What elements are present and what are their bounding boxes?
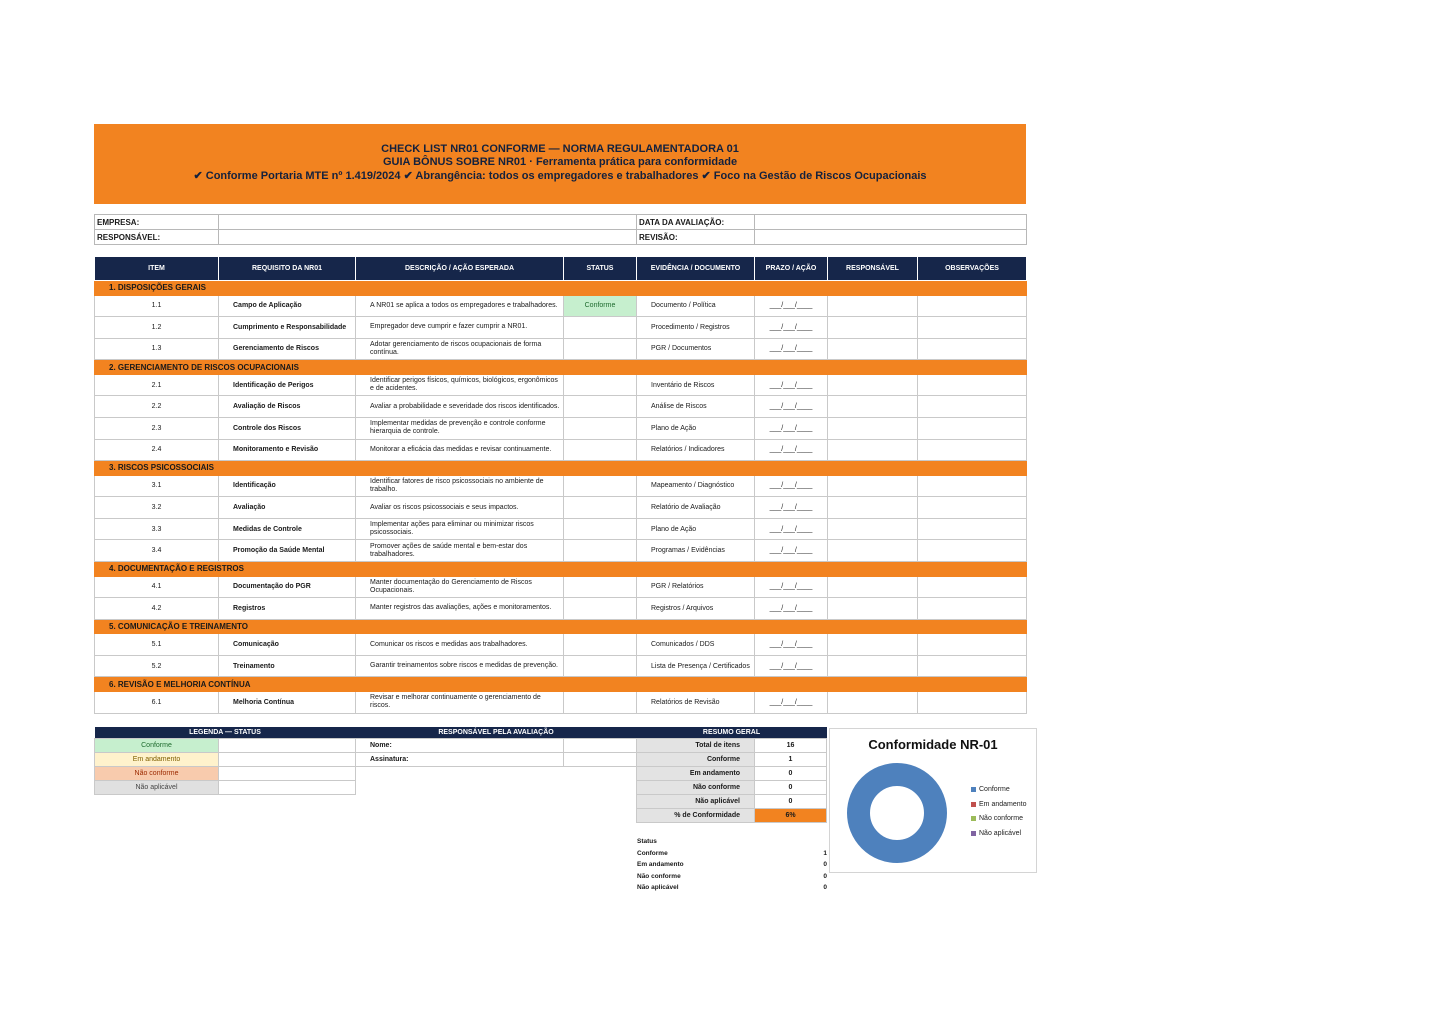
section-title: 2. GERENCIAMENTO DE RISCOS OCUPACIONAIS [95, 360, 1027, 375]
responsavel-cell[interactable] [828, 497, 918, 519]
legend-cell [219, 780, 356, 794]
section-title: 4. DOCUMENTAÇÃO E REGISTROS [95, 562, 1027, 577]
item-cell: 2.2 [95, 396, 219, 418]
descricao-cell: Implementar ações para eliminar ou minimizar riscos psicossociais. [356, 518, 564, 540]
status-cell[interactable] [564, 475, 637, 497]
observacoes-cell[interactable] [918, 317, 1027, 339]
chart-legend-label: Em andamento [979, 800, 1027, 808]
requisito-cell: Documentação do PGR [219, 576, 356, 598]
prazo-cell[interactable]: ___/___/____ [755, 396, 828, 418]
status-cell[interactable] [564, 396, 637, 418]
evidencia-cell: Relatório de Avaliação [637, 497, 755, 519]
title-line-1: CHECK LIST NR01 CONFORME — NORMA REGULAMENTADORA 01 [381, 143, 739, 155]
table-row [95, 295, 1027, 317]
legend-title: LEGENDA — STATUS [95, 727, 356, 738]
item-cell: 1.1 [95, 295, 219, 317]
observacoes-cell[interactable] [918, 691, 1027, 713]
status-cell[interactable]: Conforme [564, 295, 637, 317]
requisito-cell: Identificação [219, 475, 356, 497]
revisao-label: REVISÃO: [637, 230, 755, 245]
prazo-cell[interactable]: ___/___/____ [755, 439, 828, 461]
status-cell[interactable] [564, 317, 637, 339]
evidencia-cell: PGR / Documentos [637, 338, 755, 360]
section-row [95, 677, 1027, 692]
status-cell[interactable] [564, 655, 637, 677]
table-row [95, 417, 1027, 439]
item-cell: 1.2 [95, 317, 219, 339]
responsavel-cell[interactable] [828, 417, 918, 439]
item-cell: 4.2 [95, 598, 219, 620]
observacoes-cell[interactable] [918, 439, 1027, 461]
descricao-cell: Identificar fatores de risco psicossociais no ambiente de trabalho. [356, 475, 564, 497]
status-cell[interactable] [564, 417, 637, 439]
descricao-cell: Promover ações de saúde mental e bem-estar dos trabalhadores. [356, 540, 564, 562]
table-row [95, 655, 1027, 677]
responsavel-title: RESPONSÁVEL PELA AVALIAÇÃO [356, 727, 637, 738]
table-row [95, 497, 1027, 519]
observacoes-cell[interactable] [918, 374, 1027, 396]
responsavel-cell[interactable] [828, 396, 918, 418]
status-data-label: Em andamento [637, 861, 684, 869]
table-row [95, 396, 1027, 418]
donut-slice [859, 775, 936, 852]
prazo-cell[interactable]: ___/___/____ [755, 655, 828, 677]
section-row [95, 281, 1027, 296]
requisito-cell: Treinamento [219, 655, 356, 677]
descricao-cell: Garantir treinamentos sobre riscos e medidas de prevenção. [356, 655, 564, 677]
observacoes-cell[interactable] [918, 540, 1027, 562]
item-cell: 5.2 [95, 655, 219, 677]
responsavel-cell[interactable] [828, 374, 918, 396]
descricao-cell: Identificar perigos físicos, químicos, biológicos, ergonômicos e de acidentes. [356, 374, 564, 396]
requisito-cell: Avaliação de Riscos [219, 396, 356, 418]
requisito-cell: Melhoria Contínua [219, 691, 356, 713]
observacoes-cell[interactable] [918, 598, 1027, 620]
resumo-value: 1 [755, 752, 827, 766]
data-avaliacao-label: DATA DA AVALIAÇÃO: [637, 215, 755, 230]
requisito-cell: Comunicação [219, 634, 356, 656]
table-row [95, 475, 1027, 497]
legend-cell [219, 752, 356, 766]
legend-table [94, 727, 356, 795]
requisito-cell: Controle dos Riscos [219, 417, 356, 439]
chart-legend-item [971, 815, 1023, 822]
legend-nao-conforme: Não conforme [95, 766, 219, 780]
checklist-header-row [95, 257, 1027, 281]
legend-nao-aplicavel: Não aplicável [95, 780, 219, 794]
status-cell[interactable] [564, 576, 637, 598]
prazo-cell[interactable]: ___/___/____ [755, 295, 828, 317]
chart-title: Conformidade NR-01 [868, 737, 998, 752]
section-title: 6. REVISÃO E MELHORIA CONTÍNUA [95, 677, 1027, 692]
evidencia-cell: Relatórios de Revisão [637, 691, 755, 713]
table-row [95, 518, 1027, 540]
checklist-table [94, 256, 1027, 714]
responsavel-cell[interactable] [828, 576, 918, 598]
status-cell[interactable] [564, 540, 637, 562]
responsavel-cell[interactable] [828, 540, 918, 562]
info-table [94, 214, 1027, 245]
responsavel-cell[interactable] [828, 439, 918, 461]
observacoes-cell[interactable] [918, 518, 1027, 540]
item-cell: 1.3 [95, 338, 219, 360]
assinatura-label: Assinatura: [356, 752, 564, 766]
evidencia-cell: Plano de Ação [637, 417, 755, 439]
status-cell[interactable] [564, 338, 637, 360]
responsavel-cell[interactable] [828, 598, 918, 620]
descricao-cell: A NR01 se aplica a todos os empregadores e trabalhadores. [356, 295, 564, 317]
table-row [95, 439, 1027, 461]
resumo-value: 16 [755, 738, 827, 752]
requisito-cell: Monitoramento e Revisão [219, 439, 356, 461]
column-header: OBSERVAÇÕES [918, 257, 1027, 281]
assinatura-field[interactable] [564, 752, 637, 766]
responsavel-label: RESPONSÁVEL: [95, 230, 219, 245]
table-row [95, 540, 1027, 562]
observacoes-cell[interactable] [918, 338, 1027, 360]
descricao-cell: Manter documentação do Gerenciamento de Riscos Ocupacionais. [356, 576, 564, 598]
column-header: ITEM [95, 257, 219, 281]
table-row [95, 374, 1027, 396]
evidencia-cell: Análise de Riscos [637, 396, 755, 418]
conformidade-percent: 6% [755, 808, 827, 822]
status-cell[interactable] [564, 634, 637, 656]
status-data-label: Não aplicável [637, 884, 679, 892]
legend-swatch [971, 816, 976, 821]
section-title: 5. COMUNICAÇÃO E TREINAMENTO [95, 619, 1027, 634]
evidencia-cell: Procedimento / Registros [637, 317, 755, 339]
requisito-cell: Campo de Aplicação [219, 295, 356, 317]
prazo-cell[interactable]: ___/___/____ [755, 691, 828, 713]
status-data-value: 0 [823, 884, 827, 892]
legend-swatch [971, 787, 976, 792]
resumo-label: % de Conformidade [637, 808, 755, 822]
section-row [95, 461, 1027, 476]
item-cell: 3.1 [95, 475, 219, 497]
resumo-value: 0 [755, 766, 827, 780]
resumo-table [636, 727, 827, 823]
chart-legend-item [971, 830, 1021, 837]
legend-swatch [971, 831, 976, 836]
descricao-cell: Monitorar a eficácia das medidas e revisar continuamente. [356, 439, 564, 461]
responsavel-cell[interactable] [828, 691, 918, 713]
status-data-label: Conforme [637, 849, 668, 857]
column-header: STATUS [564, 257, 637, 281]
prazo-cell[interactable]: ___/___/____ [755, 576, 828, 598]
descricao-cell: Empregador deve cumprir e fazer cumprir a NR01. [356, 317, 564, 339]
legend-swatch [971, 802, 976, 807]
prazo-cell[interactable]: ___/___/____ [755, 497, 828, 519]
status-data-table [637, 836, 827, 894]
column-header: EVIDÊNCIA / DOCUMENTO [637, 257, 755, 281]
responsavel-cell[interactable] [828, 317, 918, 339]
chart-legend-label: Conforme [979, 786, 1010, 793]
responsavel-cell[interactable] [828, 295, 918, 317]
item-cell: 5.1 [95, 634, 219, 656]
resumo-label: Conforme [637, 752, 755, 766]
evidencia-cell: Documento / Política [637, 295, 755, 317]
status-data-label: Não conforme [637, 872, 681, 880]
observacoes-cell[interactable] [918, 634, 1027, 656]
evidencia-cell: PGR / Relatórios [637, 576, 755, 598]
descricao-cell: Manter registros das avaliações, ações e monitoramentos. [356, 598, 564, 620]
legend-cell [219, 738, 356, 752]
descricao-cell: Comunicar os riscos e medidas aos trabalhadores. [356, 634, 564, 656]
status-cell[interactable] [564, 691, 637, 713]
status-cell[interactable] [564, 439, 637, 461]
requisito-cell: Promoção da Saúde Mental [219, 540, 356, 562]
status-data-header: Status [637, 838, 657, 845]
observacoes-cell[interactable] [918, 475, 1027, 497]
status-data-value: 0 [823, 872, 827, 880]
responsavel-cell[interactable] [828, 518, 918, 540]
data-avaliacao-field[interactable] [755, 215, 1027, 230]
responsavel-cell[interactable] [828, 475, 918, 497]
item-cell: 3.4 [95, 540, 219, 562]
legend-conforme: Conforme [95, 738, 219, 752]
section-row [95, 619, 1027, 634]
observacoes-cell[interactable] [918, 655, 1027, 677]
item-cell: 3.3 [95, 518, 219, 540]
column-header: DESCRIÇÃO / AÇÃO ESPERADA [356, 257, 564, 281]
item-cell: 2.4 [95, 439, 219, 461]
evidencia-cell: Comunicados / DDS [637, 634, 755, 656]
descricao-cell: Revisar e melhorar continuamente o gerenciamento de riscos. [356, 691, 564, 713]
responsavel-field[interactable] [219, 230, 637, 245]
status-data-value: 0 [823, 861, 827, 869]
item-cell: 2.3 [95, 417, 219, 439]
section-row [95, 360, 1027, 375]
requisito-cell: Registros [219, 598, 356, 620]
resumo-value: 0 [755, 794, 827, 808]
requisito-cell: Medidas de Controle [219, 518, 356, 540]
prazo-cell[interactable]: ___/___/____ [755, 338, 828, 360]
column-header: REQUISITO DA NR01 [219, 257, 356, 281]
observacoes-cell[interactable] [918, 576, 1027, 598]
table-row [95, 691, 1027, 713]
resumo-label: Em andamento [637, 766, 755, 780]
requisito-cell: Avaliação [219, 497, 356, 519]
responsavel-table [355, 727, 637, 767]
chart-legend-label: Não conforme [979, 815, 1023, 823]
legend-em-andamento: Em andamento [95, 752, 219, 766]
column-header: RESPONSÁVEL [828, 257, 918, 281]
title-banner [94, 124, 1026, 204]
observacoes-cell[interactable] [918, 417, 1027, 439]
prazo-cell[interactable]: ___/___/____ [755, 518, 828, 540]
observacoes-cell[interactable] [918, 295, 1027, 317]
prazo-cell[interactable]: ___/___/____ [755, 475, 828, 497]
evidencia-cell: Mapeamento / Diagnóstico [637, 475, 755, 497]
resumo-title: RESUMO GERAL [637, 727, 827, 738]
evidencia-cell: Inventário de Riscos [637, 374, 755, 396]
descricao-cell: Adotar gerenciamento de riscos ocupacionais de forma contínua. [356, 338, 564, 360]
item-cell: 3.2 [95, 497, 219, 519]
table-row [95, 576, 1027, 598]
revisao-field[interactable] [755, 230, 1027, 245]
prazo-cell[interactable]: ___/___/____ [755, 317, 828, 339]
section-title: 3. RISCOS PSICOSSOCIAIS [95, 461, 1027, 476]
evidencia-cell: Plano de Ação [637, 518, 755, 540]
section-title: 1. DISPOSIÇÕES GERAIS [95, 281, 1027, 296]
item-cell: 2.1 [95, 374, 219, 396]
descricao-cell: Implementar medidas de prevenção e controle conforme hierarquia de controle. [356, 417, 564, 439]
status-cell[interactable] [564, 374, 637, 396]
title-line-3: ✔ Conforme Portaria MTE nº 1.419/2024 ✔ Abrangência: todos os empregadores e trabalhadores ✔ Foco na Gestão de Riscos Ocupacionais [193, 170, 927, 182]
evidencia-cell: Registros / Arquivos [637, 598, 755, 620]
evidencia-cell: Programas / Evidências [637, 540, 755, 562]
evidencia-cell: Lista de Presença / Certificados [637, 655, 755, 677]
table-row [95, 338, 1027, 360]
requisito-cell: Cumprimento e Responsabilidade [219, 317, 356, 339]
column-header: PRAZO / AÇÃO [755, 257, 828, 281]
empresa-label: EMPRESA: [95, 215, 219, 230]
empresa-field[interactable] [219, 215, 637, 230]
observacoes-cell[interactable] [918, 497, 1027, 519]
legend-cell [219, 766, 356, 780]
status-data-value: 1 [823, 849, 827, 857]
requisito-cell: Gerenciamento de Riscos [219, 338, 356, 360]
resumo-label: Não aplicável [637, 794, 755, 808]
responsavel-cell[interactable] [828, 634, 918, 656]
prazo-cell[interactable]: ___/___/____ [755, 374, 828, 396]
observacoes-cell[interactable] [918, 396, 1027, 418]
requisito-cell: Identificação de Perigos [219, 374, 356, 396]
title-line-2: GUIA BÔNUS SOBRE NR01 · Ferramenta prática para conformidade [382, 156, 738, 168]
chart-legend-item [971, 786, 1010, 793]
table-row [95, 598, 1027, 620]
evidencia-cell: Relatórios / Indicadores [637, 439, 755, 461]
status-cell[interactable] [564, 497, 637, 519]
chart-legend-item [971, 801, 1026, 808]
resumo-label: Não conforme [637, 780, 755, 794]
table-row [95, 634, 1027, 656]
status-cell[interactable] [564, 518, 637, 540]
resumo-label: Total de itens [637, 738, 755, 752]
resumo-value: 0 [755, 780, 827, 794]
item-cell: 6.1 [95, 691, 219, 713]
descricao-cell: Avaliar a probabilidade e severidade dos riscos identificados. [356, 396, 564, 418]
prazo-cell[interactable]: ___/___/____ [755, 540, 828, 562]
status-cell[interactable] [564, 598, 637, 620]
descricao-cell: Avaliar os riscos psicossociais e seus impactos. [356, 497, 564, 519]
nome-label: Nome: [356, 738, 564, 752]
prazo-cell[interactable]: ___/___/____ [755, 417, 828, 439]
table-row [95, 317, 1027, 339]
responsavel-cell[interactable] [828, 655, 918, 677]
nome-field[interactable] [564, 738, 637, 752]
conformidade-chart[interactable] [829, 728, 1037, 873]
responsavel-cell[interactable] [828, 338, 918, 360]
section-row [95, 562, 1027, 577]
item-cell: 4.1 [95, 576, 219, 598]
prazo-cell[interactable]: ___/___/____ [755, 598, 828, 620]
prazo-cell[interactable]: ___/___/____ [755, 634, 828, 656]
chart-legend-label: Não aplicável [979, 830, 1022, 838]
